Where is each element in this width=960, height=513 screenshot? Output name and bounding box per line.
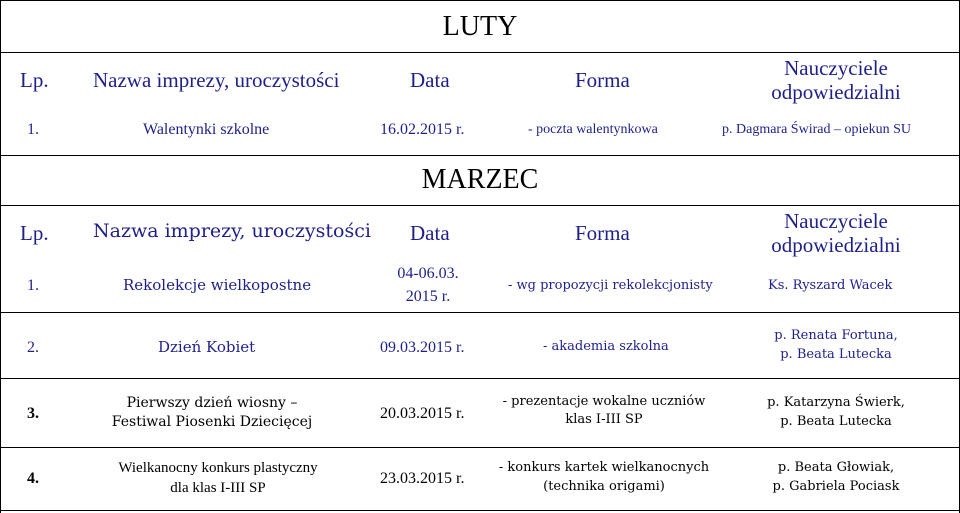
header-nauczyciele: Nauczyciele bbox=[784, 56, 888, 80]
header-data: Data bbox=[410, 68, 450, 92]
row-data: 20.03.2015 r. bbox=[380, 405, 465, 422]
row-nazwa: Pierwszy dzień wiosny – bbox=[126, 395, 298, 411]
row-forma: - konkurs kartek wielkanocnych bbox=[498, 460, 710, 475]
row-nauczyciele: p. Beata Lutecka bbox=[780, 347, 892, 362]
table-border bbox=[0, 0, 1, 513]
row-forma: - prezentacje wokalne uczniów bbox=[502, 394, 706, 409]
row-data: 23.03.2015 r. bbox=[380, 470, 465, 487]
row-nazwa: Festiwal Piosenki Dziecięcej bbox=[111, 414, 313, 430]
row-forma: - akademia szkolna bbox=[543, 339, 669, 354]
row-forma: - wg propozycji rekolekcjonisty bbox=[508, 278, 713, 293]
row-nauczyciele: p. Beata Głowiak, bbox=[777, 460, 895, 475]
header-lp: Lp. bbox=[20, 221, 49, 245]
row-data: 09.03.2015 r. bbox=[380, 339, 465, 356]
row-nauczyciele: p. Renata Fortuna, bbox=[774, 328, 898, 343]
row-lp: 4. bbox=[27, 470, 39, 487]
row-data: 16.02.2015 r. bbox=[380, 121, 465, 138]
row-lp: 1. bbox=[27, 121, 39, 138]
header-nazwa: Nazwa imprezy, uroczystości bbox=[93, 68, 340, 92]
header-data: Data bbox=[410, 221, 450, 245]
row-forma: - poczta walentynkowa bbox=[528, 122, 658, 137]
header-forma: Forma bbox=[575, 68, 630, 92]
header-nazwa: Nazwa imprezy, uroczystości bbox=[93, 220, 371, 242]
header-nauczyciele: Nauczyciele bbox=[784, 209, 888, 233]
row-nazwa: Rekolekcje wielkopostne bbox=[123, 276, 312, 294]
table-border bbox=[0, 0, 960, 1]
row-nauczyciele: p. Katarzyna Świerk, bbox=[767, 395, 905, 410]
row-nazwa: dla klas I-III SP bbox=[170, 480, 266, 496]
table-border bbox=[0, 205, 960, 206]
table-border bbox=[0, 52, 960, 53]
row-nazwa: Wielkanocny konkurs plastyczny bbox=[118, 460, 318, 476]
row-nazwa: Dzień Kobiet bbox=[158, 338, 256, 356]
table-border bbox=[0, 447, 960, 448]
header-forma: Forma bbox=[575, 221, 630, 245]
row-forma: (technika origami) bbox=[543, 479, 665, 494]
row-nazwa: Walentynki szkolne bbox=[143, 121, 270, 138]
month-title-luty: LUTY bbox=[442, 11, 518, 42]
row-data: 2015 r. bbox=[405, 288, 451, 305]
row-lp: 3. bbox=[27, 405, 39, 422]
row-nauczyciele: Ks. Ryszard Wacek bbox=[768, 278, 893, 293]
header-nauczyciele: odpowiedzialni bbox=[771, 80, 901, 104]
row-lp: 2. bbox=[27, 339, 39, 356]
header-nauczyciele: odpowiedzialni bbox=[771, 233, 901, 257]
table-border bbox=[0, 155, 960, 156]
row-lp: 1. bbox=[27, 277, 39, 294]
month-title-marzec: MARZEC bbox=[421, 164, 539, 195]
row-nauczyciele: p. Gabriela Pociask bbox=[772, 479, 900, 494]
table-border bbox=[0, 312, 960, 313]
table-border bbox=[0, 378, 960, 379]
row-forma: klas I-III SP bbox=[565, 412, 643, 427]
row-nauczyciele: p. Dagmara Świrad – opiekun SU bbox=[722, 122, 911, 137]
header-lp: Lp. bbox=[20, 68, 49, 92]
table-border bbox=[0, 510, 960, 511]
row-nauczyciele: p. Beata Lutecka bbox=[780, 414, 892, 429]
row-data: 04-06.03. bbox=[397, 265, 459, 282]
